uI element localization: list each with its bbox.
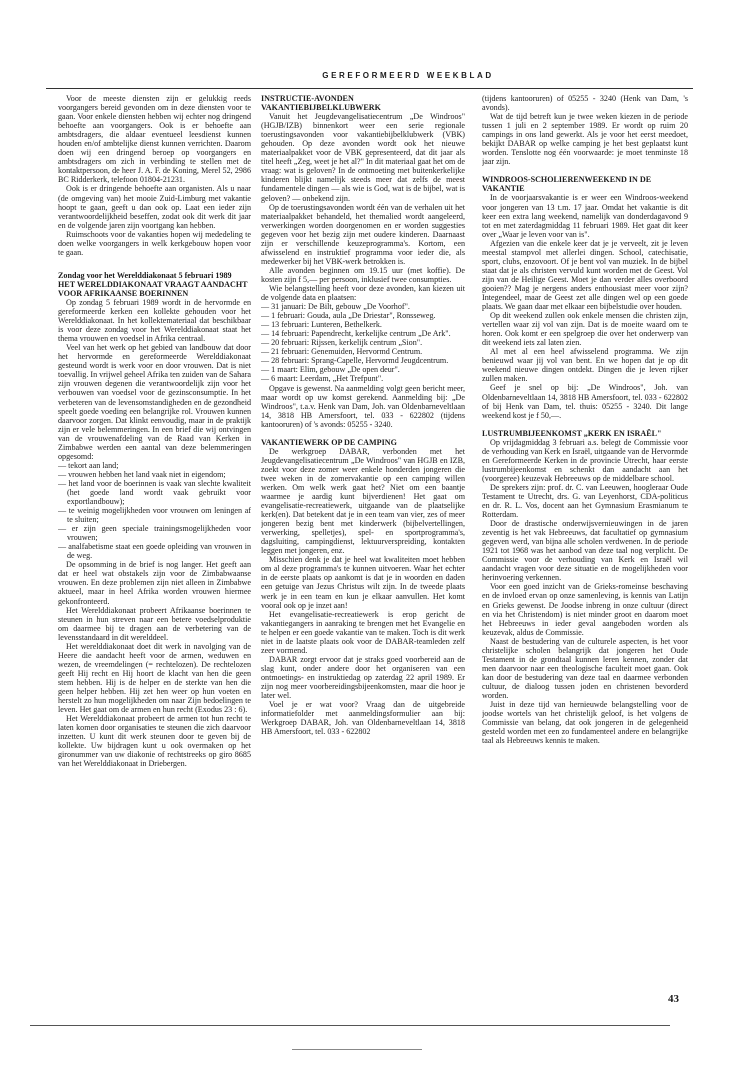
masthead: GEREFORMEERD WEEKBLAD [322,71,494,80]
article-dateline: Zondag voor het Werelddiakonaat 5 februari 1989 [58,270,232,280]
paragraph: Wat de tijd betreft kun je twee weken kiezen in de periode tussen 1 juli en 2 september 1989. Er wordt op ruim 20 campings in ons land gewerkt. Als je voor het eerst meedoet, bekijkt DABAR op welke camping je het best geplaatst kunt worden. Tenslotte nog één voorwaarde: je moet tenminste 18 jaar zijn. [482,112,688,167]
paragraph: Opgave is gewenst. Na aanmelding volgt geen bericht meer, maar wordt op uw komst gerekend. Aanmelding bij: „De Windroos", t.a.v. Henk van Dam, Joh. van Oldenbarneveltlaan 14, 3818 HB Amersfoort, tel. 033 - 622802 (tijdens kantooruren) of 's avonds: 05255 - 3240. [261,383,465,429]
spacer [482,420,688,429]
paragraph: In de voorjaarsvakantie is er weer een Windroos-weekend voor jongeren van 13 t.m. 17 jaar. Omdat het vakantie is dit keer een extra lang weekend, namelijk van donderdagavond 9 tot en met zaterdagmiddag 11 februari 1989. Het gaat dit keer over „Waar je leven voor van is". [482,193,688,239]
paragraph: Juist in deze tijd van hernieuwde belangstelling voor de joodse wortels van het christelijk geloof, is het volgens de Commissie van belang, dat ook jongeren in de gelegenheid gesteld worden met een zo fundamenteel andere en belangrijke taal als Hebreeuws kennis te maken. [482,700,688,746]
article-headline: VAKANTIEWERK OP DE CAMPING [261,437,397,447]
column-1 [58,94,251,1012]
list-item: — 13 februari: Lunteren, Bethelkerk. [261,320,382,330]
paragraph: Vanuit het Jeugdevangelisatiecentrum „De Windroos" (HGJB/IZB) binnenkort weer een serie regionale toerustingsavonden voor vakantiebijbelklubwerk (VBK) gehouden. Op deze avonden wordt ook het nieuwe materiaalpakket voor de VBK gepresenteerd, dat dit jaar als titel heeft „Zeg, weet je het al?" In dit materiaal gaat het om de vraag: wat is geloven? In de ontmoeting met buitenkerkelijke kinderen blijkt namelijk steeds meer dat zelfs de meest fundamentele dingen — als wie is God, wat is de bijbel, wat is geloven? — onbekend zijn. [261,112,465,203]
page-number: 43 [668,993,679,1005]
list-item: — 1 maart: Elim, gebouw „De open deur". [261,365,400,375]
spacer [482,166,688,175]
list-item: — 28 februari: Sprang-Capelle, Hervormd Jeugdcentrum. [261,356,449,366]
paragraph: Voor de meeste diensten zijn er gelukkig reeds voorgangers bereid gevonden om in deze diensten voor te gaan. Voor enkele diensten hebben wij echter nog dringend behoefte aan voorgangers. Ook is er behoefte aan ambtsdragers, die aldaar eventueel leesdienst kunnen houden en/of ambtelijke dienst kunnen verrichten. Daarom doen wij een dringend beroep op voorgangers en ambtsdragers om zich in verbinding te stellen met de kontaktpersoon, de heer J. A. F. de Koning, Merel 52, 2986 BC Ridderkerk, telefoon 01804-21231. [58,94,251,185]
paragraph: De werkgroep DABAR, verbonden met het Jeugdevangelisatiecentrum „De Windroos" van HGJB en IZB, zoekt voor deze zomer weer enkele honderden jongeren die twee weken in de zomervakantie op een camping willen werken. Om welk werk gaat het? Niet om een baantje waarmee je aardig kunt bijverdienen! Het gaat om evangelisatie-recreatiewerk, uitgaande van de plaatselijke kerk(en). Dat betekent dat je in een team van vier, zes of meer jongeren bezig bent met kinderwerk (bijbelvertellingen, verwerking, spelletjes), spel- en sportprogramma's, dagsluiting, campingdienst, lektuurverspreiding, kontakten leggen met jongeren, enz. [261,446,465,556]
list-item: — te weinig mogelijkheden voor vrouwen om leningen af te sluiten; [58,506,251,525]
column-3 [482,94,688,1012]
article-headline: INSTRUCTIE-AVONDEN VAKANTIEBIJBELKLUBWERK [261,94,381,113]
paragraph: De opsomming in de brief is nog langer. Het geeft aan dat er heel wat obstakels zijn voor de Zimbabwaanse vrouwen. En deze problemen zijn niet alleen in Zimbabwe aktueel, maar in heel Afrika worden vrouwen hiermee gekonfronteerd. [58,560,251,606]
paragraph: Afgezien van die enkele keer dat je je verveelt, zit je leven meestal stampvol met allerlei dingen. School, catechisatie, sport, clubs, enzovoort. Of je bent vol van muziek. In de bijbel staat dat je als christen vervuld kunt worden met de Geest. Vol zijn van de Heilige Geest. Moet je dan verder alles overboord gooien?? Mag je nergens anders enthousiast meer voor zijn? Integendeel, maar de Geest zet alle dingen wel op een goede plaats. We gaan daar met elkaar een bijbelstudie over houden. [482,238,688,312]
list-item: — 6 maart: Leerdam, „Het Trefpunt". [261,374,384,384]
paragraph: Op vrijdagmiddag 3 februari a.s. belegt de Commissie voor de verhouding van Kerk en Israël, uitgaande van de Hervormde en Gereformeerde Kerken in de provincie Utrecht, haar eerste lustrumbijeenkomst en schenkt dan aandacht aan het (voorgeree) keuzevak Hebreeuws op de middelbare school. [482,437,688,483]
list-item: — vrouwen hebben het land vaak niet in eigendom; [58,469,226,479]
paragraph: Het Werelddiakonaat probeert de armen tot hun recht te laten komen door organisaties te steunen die zich daarvoor inzetten. U kunt dit werk steunen door te geven bij de kollekte. Uw bijdragen kunt u ook overmaken op het gironummer van uw diakonie of rechtstreeks op giro 8685 van het Werelddiakonaat in Driebergen. [58,714,251,769]
paragraph: DABAR zorgt ervoor dat je straks goed voorbereid aan de slag kunt, onder andere door het organiseren van een ontmoetings- en instruktiedag op zaterdag 22 april 1989. Er zijn nog meer voorbereidingsbijeenkomsten, maar die hoor je later wel. [261,654,465,701]
paragraph: Op zondag 5 februari 1989 wordt in de hervormde en gereformeerde kerken een kollekte gehouden voor het Werelddiakonaat. In het kollektemateriaal dat beschikbaar is voor deze zondag voor het Werelddiakonaat staat het thema vrouwen en voedsel in Afrika centraal. [58,297,251,344]
paragraph: De sprekers zijn: prof. dr. C. van Leeuwen, hoogleraar Oude Testament te Utrecht, drs. G. van Leyenhorst, CDA-politicus en dr. R. L. Vos, docent aan het Gymnasium Erasmianum te Rotterdam. [482,482,688,520]
list-item: — 1 februari: Gouda, aula „De Driestar", Ronsseweg. [261,311,436,321]
paragraph: Door de drastische onderwijsvernieuwingen in de jaren zeventig is het vak Hebreeuws, dat facultatief op gymnasium gegeven werd, van bijna alle scholen verdwenen. In de periode 1921 tot 1968 was het aanbod van deze taal nog verplicht. De Commissie voor de verhouding van Kerk en Israël wil aandacht vragen voor deze situatie en de mogelijkheden voor herinvoering verkennen. [482,519,688,583]
list-item: — 20 februari: Rijssen, kerkelijk centrum „Sion". [261,338,423,348]
paragraph: Geef je snel op bij: „De Windroos", Joh. van Oldenbarneveltlaan 14, 3818 HB Amersfoort, tel. 033 - 622802 of bij Henk van Dam, tel. thuis: 05255 - 3240. Dit lange weekend kost je f 50,—. [482,383,688,420]
paragraph: Misschien denk je dat je heel wat kwaliteiten moet hebben om al deze programma's te kunnen uitvoeren. Waar het echter in de eerste plaats op aankomt is dat je in woorden en daden een getuige van Jezus Christus wilt zijn. In de tweede plaats werk je in een team en kun je elkaar aanvullen. Het komt vooral ook op je inzet aan! [261,555,465,610]
list-item: — analfabetisme staat een goede opleiding van vrouwen in de weg. [58,542,251,561]
paragraph: Voel je er wat voor? Vraag dan de uitgebreide informatiefolder met aanmeldingsformulier aan bij: Werkgroep DABAR, Joh. van Oldenbarneveltlaan 14, 3818 HB Amersfoort, tel. 033 - 622802 [261,700,465,737]
paragraph: (tijdens kantooruren) of 05255 - 3240 (Henk van Dam, 's avonds). [482,94,688,113]
paragraph: Het Werelddiakonaat probeert Afrikaanse boerinnen te steunen in hun streven naar een betere voedselproduktie om daarmee bij te dragen aan de verbetering van de levensstandaard in dit werelddeel. [58,605,251,642]
spacer [58,257,251,271]
list-item: — het land voor de boerinnen is vaak van slechte kwaliteit (het goede land wordt vaak gebruikt voor exportlandbouw); [58,478,251,507]
paragraph: Al met al een heel afwisselend programma. We zijn benieuwd waar jij vol van bent. En we hopen dat je op dit weekend nieuwe dingen ontdekt. Dingen die je leven rijker zullen maken. [482,347,688,384]
paragraph: Op dit weekend zullen ook enkele mensen die christen zijn, vertellen waar zij vol van zijn. Dat is de moeite waard om te horen. Ook komt er een spelgroep die over het onderwerp van dit weekend iets zal laten zien. [482,311,688,348]
column-2 [261,94,465,1012]
paragraph: Alle avonden beginnen om 19.15 uur (met koffie). De kosten zijn f 5,— per persoon, inklusief twee consumpties. [261,265,465,284]
paragraph: Het werelddiakonaat doet dit werk in navolging van de Heere die aandacht heeft voor de armen, weduwen en wezen, de vreemdelingen (= rechtelozen). De rechtelozen geeft Hij recht en Hij hoort de klacht van hen die geen stem hebben. Hij is de helper en de sterkte van hen die geen helper hebben. Hij zet hen weer op hun voeten en herstelt zo hun mogelijkheden om naar Zijn bedoelingen te leven. Het gaat om de armen en hun recht (Exodus 23 : 6). [58,641,251,715]
footer-rule-short [292,1049,422,1050]
dates-list [261,302,465,383]
article-headline: LUSTRUMBIJEENKOMST „KERK EN ISRAËL" [482,428,662,438]
paragraph: Veel van het werk op het gebied van landbouw dat door het hervormde en gereformeerde Werelddiakonaat gesteund wordt is werk voor en door vrouwen. Dat is niet toevallig. In vrijwel geheel Afrika ten zuiden van de Sahara zijn vrouwen degenen die verantwoordelijk zijn voor het verbouwen van voedsel voor de gezinsconsumptie. In het verbeteren van de levensomstandigheden en de gezondheid speelt goede voeding een belangrijke rol. Vrouwen kunnen daarvoor zorgen. Dat klinkt eenvoudig, maar in de praktijk zijn er vele belemmeringen. In een brief die wij ontvingen van de vrouwenafdeling van de Raad van Kerken in Zimbabwe werden een aantal van deze belemmeringen opgesomd: [58,343,251,461]
list-item: — 14 februari: Papendrecht, kerkelijke centrum „De Ark". [261,329,451,339]
paragraph: Het evangelisatie-recreatiewerk is erop gericht de vakantiegangers in aanraking te brengen met het Evangelie en te helpen er een goede vakantie van te maken. Toch is dit werk niet in de laatste plaats ook voor de DABAR-teamleden zelf zeer vormend. [261,609,465,655]
obstacle-list [58,461,251,561]
list-item: — tekort aan land; [58,460,119,470]
list-item: — 21 februari: Genemuiden, Hervormd Centrum. [261,347,423,357]
paragraph: Ook is er dringende behoefte aan organisten. Als u naar (de omgeving van) het mooie Zuid-Limburg met vakantie hoopt te gaan, geeft u dan ook op. Laat een ieder zijn verantwoordelijkheid beseffen, zodat ook dit werk dit jaar en de volgende jaren zijn voortgang kan hebben. [58,184,251,230]
spacer [261,429,465,438]
article-headline: WINDROOS-SCHOLIERENWEEKEND IN DE VAKANTIE [482,175,652,194]
paragraph: Wie belangstelling heeft voor deze avonden, kan kiezen uit de volgende data en plaatsen: [261,283,465,303]
list-item: — er zijn geen speciale trainingsmogelijkheden voor vrouwen; [58,524,251,543]
header-rule [46,88,693,89]
article-headline: HET WERELDDIAKONAAT VRAAGT AANDACHT VOOR AFRIKAANSE BOERINNEN [58,279,248,298]
paragraph: Ruimschoots voor de vakanties hopen wij mededeling te doen welke voorgangers in welk kerkgebouw hopen voor te gaan. [58,229,251,257]
paragraph: Voor een goed inzicht van de Grieks-romeinse beschaving en de invloed ervan op onze samenleving, is kennis van Latijn en Grieks gewenst. De Joodse inbreng in onze cultuur (direct en via het Christendom) is niet minder groot en daarom moet het Hebreeuws in ieder geval aangeboden worden als keuzevak, aldus de Commissie. [482,582,688,637]
footer-rule [30,1025,670,1026]
paragraph: Op de toerustingsavonden wordt één van de verhalen uit het materiaalpakket behandeld, het themalied wordt aangeleerd, verwerkingen worden doorgenomen en er worden suggesties gegeven voor het bezig zijn met oudere kinderen. Daarnaast zijn er verschillende keuzeprogramma's. Kortom, een afwisselend en instruktief programma voor ieder die, als medewerker bij het VBK-werk betrokken is. [261,202,465,266]
paragraph: Naast de bestudering van de culturele aspecten, is het voor christelijke scholen belangrijk dat jongeren het Oude Testament in de grondtaal kunnen leren kennen, zonder dat men daarvoor naar een theologische faculteit moet gaan. Ook kan door de bestudering van deze taal en daarmee verbonden cultuur, de dialoog tussen joden en christenen bevorderd worden. [482,636,688,700]
list-item: — 31 januari: De Bilt, gebouw „De Voorhof". [261,302,410,312]
